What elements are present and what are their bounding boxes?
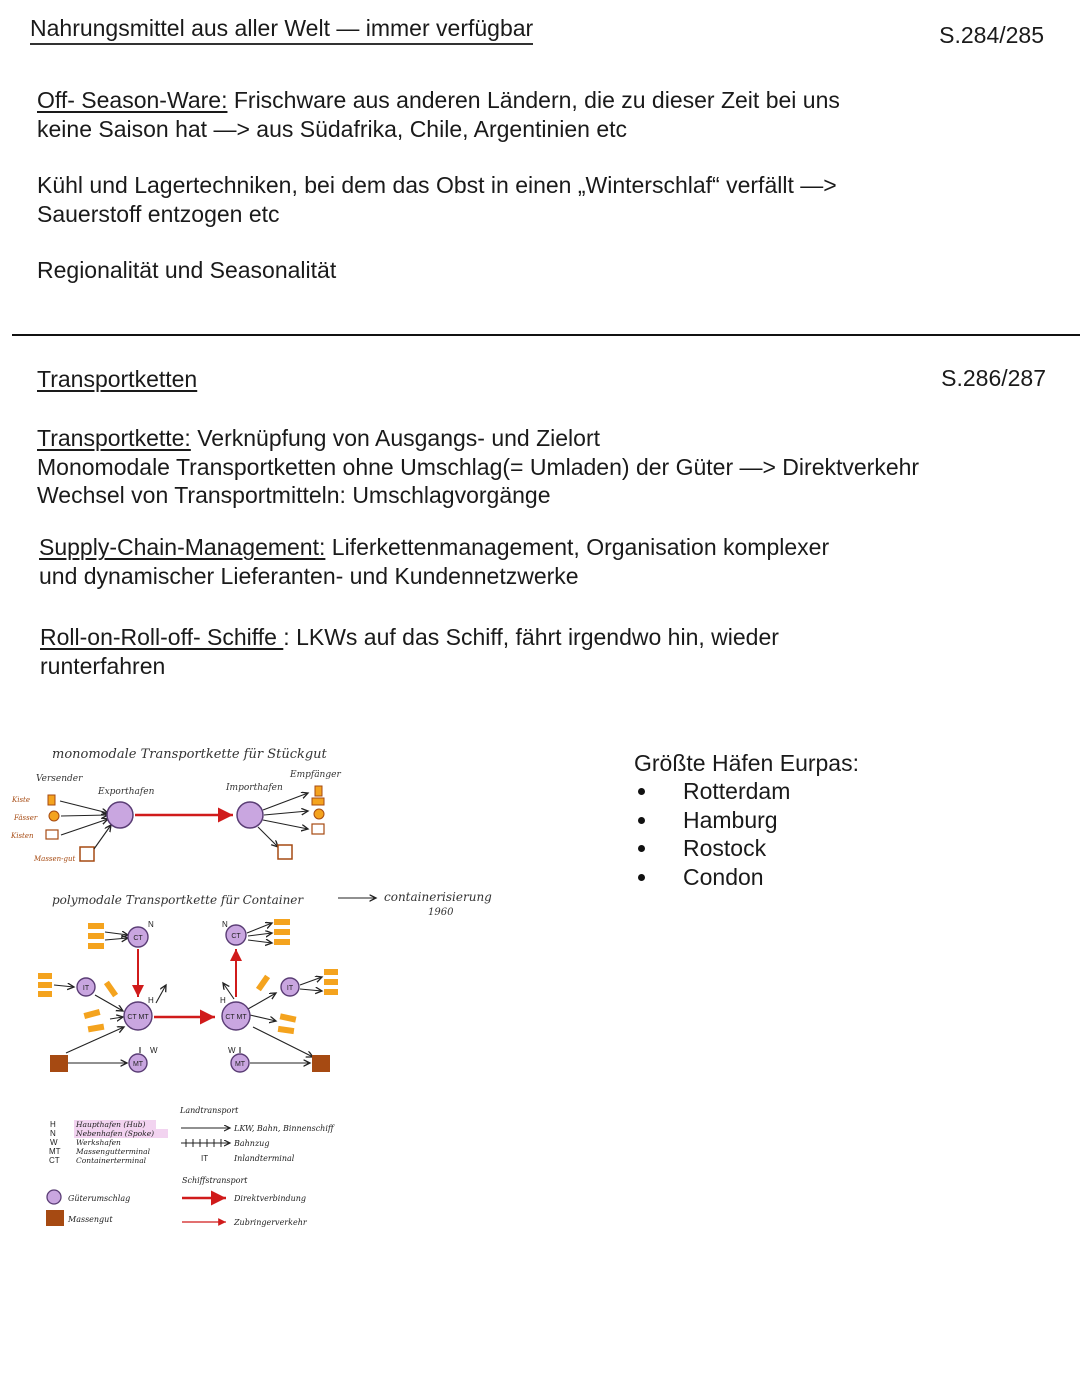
- node-label-it-1: IT: [82, 985, 90, 992]
- legend-codes: [49, 1120, 61, 1165]
- legend-werkshafen: Werkshafen: [76, 1138, 121, 1147]
- roro-definition: [40, 623, 779, 652]
- tag-h-1: H: [148, 996, 154, 1005]
- transport-chain-sketch: [8, 735, 528, 1245]
- node-label-mt-2: MT: [234, 1061, 246, 1068]
- label-importhafen: Importhafen: [226, 783, 283, 793]
- section-food-availability: [37, 86, 840, 285]
- bullet-icon: [638, 874, 645, 881]
- legend-code-mt: MT: [49, 1147, 61, 1156]
- tag-w-1: W: [150, 1046, 158, 1055]
- page-header: [30, 14, 533, 45]
- mono-sender-icons: [46, 795, 94, 861]
- port-item: [634, 806, 859, 835]
- label-kiste: Kiste: [12, 796, 31, 804]
- legend-massengut: Massengut: [68, 1215, 113, 1224]
- bullet-icon: [638, 788, 645, 795]
- scm-text: Liferkettenmanagement, Organisation komplexer: [325, 534, 830, 560]
- legend-bahn-arrow: [181, 1139, 230, 1147]
- legend-code-labels: [75, 1120, 154, 1165]
- label-empfaenger: Empfänger: [290, 770, 341, 780]
- label-year: 1960: [428, 907, 454, 918]
- legend-code-ct: CT: [49, 1156, 60, 1165]
- legend-massengut-icon: [46, 1210, 64, 1226]
- mono-arrows-out: [258, 793, 308, 847]
- section-page-reference: S.286/287: [941, 365, 1046, 391]
- ports-block: [634, 749, 859, 892]
- legend-direkt: Direktverbindung: [234, 1194, 307, 1203]
- roro-block: [40, 623, 779, 680]
- poly-tags: [148, 920, 236, 1055]
- offseason-term: Off- Season-Ware:: [37, 87, 228, 113]
- scm-term: Supply-Chain-Management:: [39, 534, 326, 560]
- label-faesser: Fässer: [14, 814, 38, 822]
- legend-lkw: LKW, Bahn, Binnenschiff: [234, 1124, 334, 1133]
- tag-w-2: W: [228, 1046, 236, 1055]
- roro-term: Roll-on-Roll-off- Schiffe: [40, 624, 284, 650]
- page-reference: S.284/285: [939, 22, 1044, 48]
- kuehl-text-2: Sauerstoff entzogen etc: [37, 200, 280, 227]
- label-exporthafen: Exporthafen: [98, 787, 155, 797]
- legend-schiff-title: Schiffstransport: [182, 1176, 248, 1185]
- legend-spoke: Nebenhafen (Spoke): [76, 1129, 155, 1138]
- node-label-ct-1: CT: [133, 935, 143, 942]
- bullet-icon: [638, 817, 645, 824]
- roro-text: : LKWs auf das Schiff, fährt irgendwo hin, wieder: [283, 624, 779, 650]
- export-port-node: [107, 802, 133, 828]
- roro-text-2: runterfahren: [40, 652, 166, 679]
- legend-it-code: IT: [201, 1154, 209, 1163]
- regional-text: Regionalität und Seasonalität: [37, 257, 337, 283]
- transportkette-text: Verknüpfung von Ausgangs- und Zielort: [190, 425, 600, 451]
- monomodal-text: Monomodale Transportketten ohne Umschlag(= Umladen) der Güter —> Direktverkehr: [37, 453, 920, 480]
- kuehl-text-1: Kühl und Lagertechniken, bei dem das Obst in einen „Winterschlaf“ verfällt —>: [37, 172, 837, 198]
- import-port-node: [237, 802, 263, 828]
- bullet-icon: [638, 845, 645, 852]
- legend-code-n: N: [50, 1129, 56, 1138]
- section-divider: [12, 334, 1080, 336]
- port-name: Hamburg: [683, 806, 778, 833]
- legend-circle-icon: [47, 1190, 61, 1204]
- legend-code-h: H: [50, 1120, 56, 1129]
- port-item: [634, 778, 859, 807]
- port-name: Condon: [683, 863, 764, 890]
- mono-title: monomodale Transportkette für Stückgut: [52, 747, 327, 762]
- tag-n-2: N: [222, 920, 228, 929]
- transportkette-block: [37, 424, 919, 510]
- legend-gueterumschlag: Güterumschlag: [68, 1194, 131, 1203]
- offseason-text-2: keine Saison hat —> aus Südafrika, Chile, Argentinien etc: [37, 115, 628, 142]
- mono-receiver-icons: [278, 786, 324, 859]
- tag-n-1: N: [148, 920, 154, 929]
- massengut-right: [312, 1055, 330, 1072]
- ports-list: [634, 778, 859, 892]
- legend-bahn: Bahnzug: [234, 1139, 270, 1148]
- node-label-mt-1: MT: [132, 1061, 144, 1068]
- legend-hub: Haupthafen (Hub): [76, 1120, 146, 1129]
- scm-definition: [39, 533, 829, 562]
- legend-zubringer: Zubringerverkehr: [234, 1218, 307, 1227]
- legend-inland: Inlandterminal: [234, 1154, 295, 1163]
- mono-arrows-in: [60, 801, 111, 849]
- label-massengut: Massen-gut: [34, 855, 76, 863]
- port-name: Rostock: [683, 835, 767, 862]
- legend-code-w: W: [50, 1138, 58, 1147]
- legend-containerterminal: Containerterminal: [76, 1156, 147, 1165]
- page-title: Nahrungsmittel aus aller Welt — immer verfügbar: [30, 14, 533, 45]
- label-containerisierung: containerisierung: [384, 890, 492, 904]
- poly-title: polymodale Transportkette für Container: [52, 893, 304, 907]
- massengut-left: [50, 1055, 68, 1072]
- scm-block: [39, 533, 829, 590]
- scm-text-2: und dynamischer Lieferanten- und Kundennetzwerke: [39, 562, 579, 589]
- transportkette-term: Transportkette:: [37, 425, 191, 451]
- node-label-ct-2: CT: [231, 933, 241, 940]
- label-kisten: Kisten: [11, 832, 34, 840]
- offseason-text: Frischware aus anderen Ländern, die zu dieser Zeit bei uns: [227, 87, 840, 113]
- ports-heading: Größte Häfen Eurpas:: [634, 750, 859, 776]
- transportkette-definition: [37, 424, 919, 453]
- legend-massenterminal: Massengutterminal: [76, 1147, 151, 1156]
- port-name: Rotterdam: [683, 778, 791, 805]
- node-label-ctmt-2: CT MT: [225, 1014, 247, 1021]
- node-label-ctmt-1: CT MT: [127, 1014, 149, 1021]
- label-versender: Versender: [36, 774, 83, 784]
- wechsel-text: Wechsel von Transportmitteln: Umschlagvorgänge: [37, 482, 551, 508]
- legend-land-title: Landtransport: [180, 1106, 239, 1115]
- section-title-transportketten: Transportketten: [37, 366, 198, 392]
- tag-h-2: H: [220, 996, 226, 1005]
- port-item: [634, 835, 859, 864]
- offseason-definition: [37, 86, 840, 115]
- node-label-it-2: IT: [286, 985, 294, 992]
- port-item: [634, 863, 859, 892]
